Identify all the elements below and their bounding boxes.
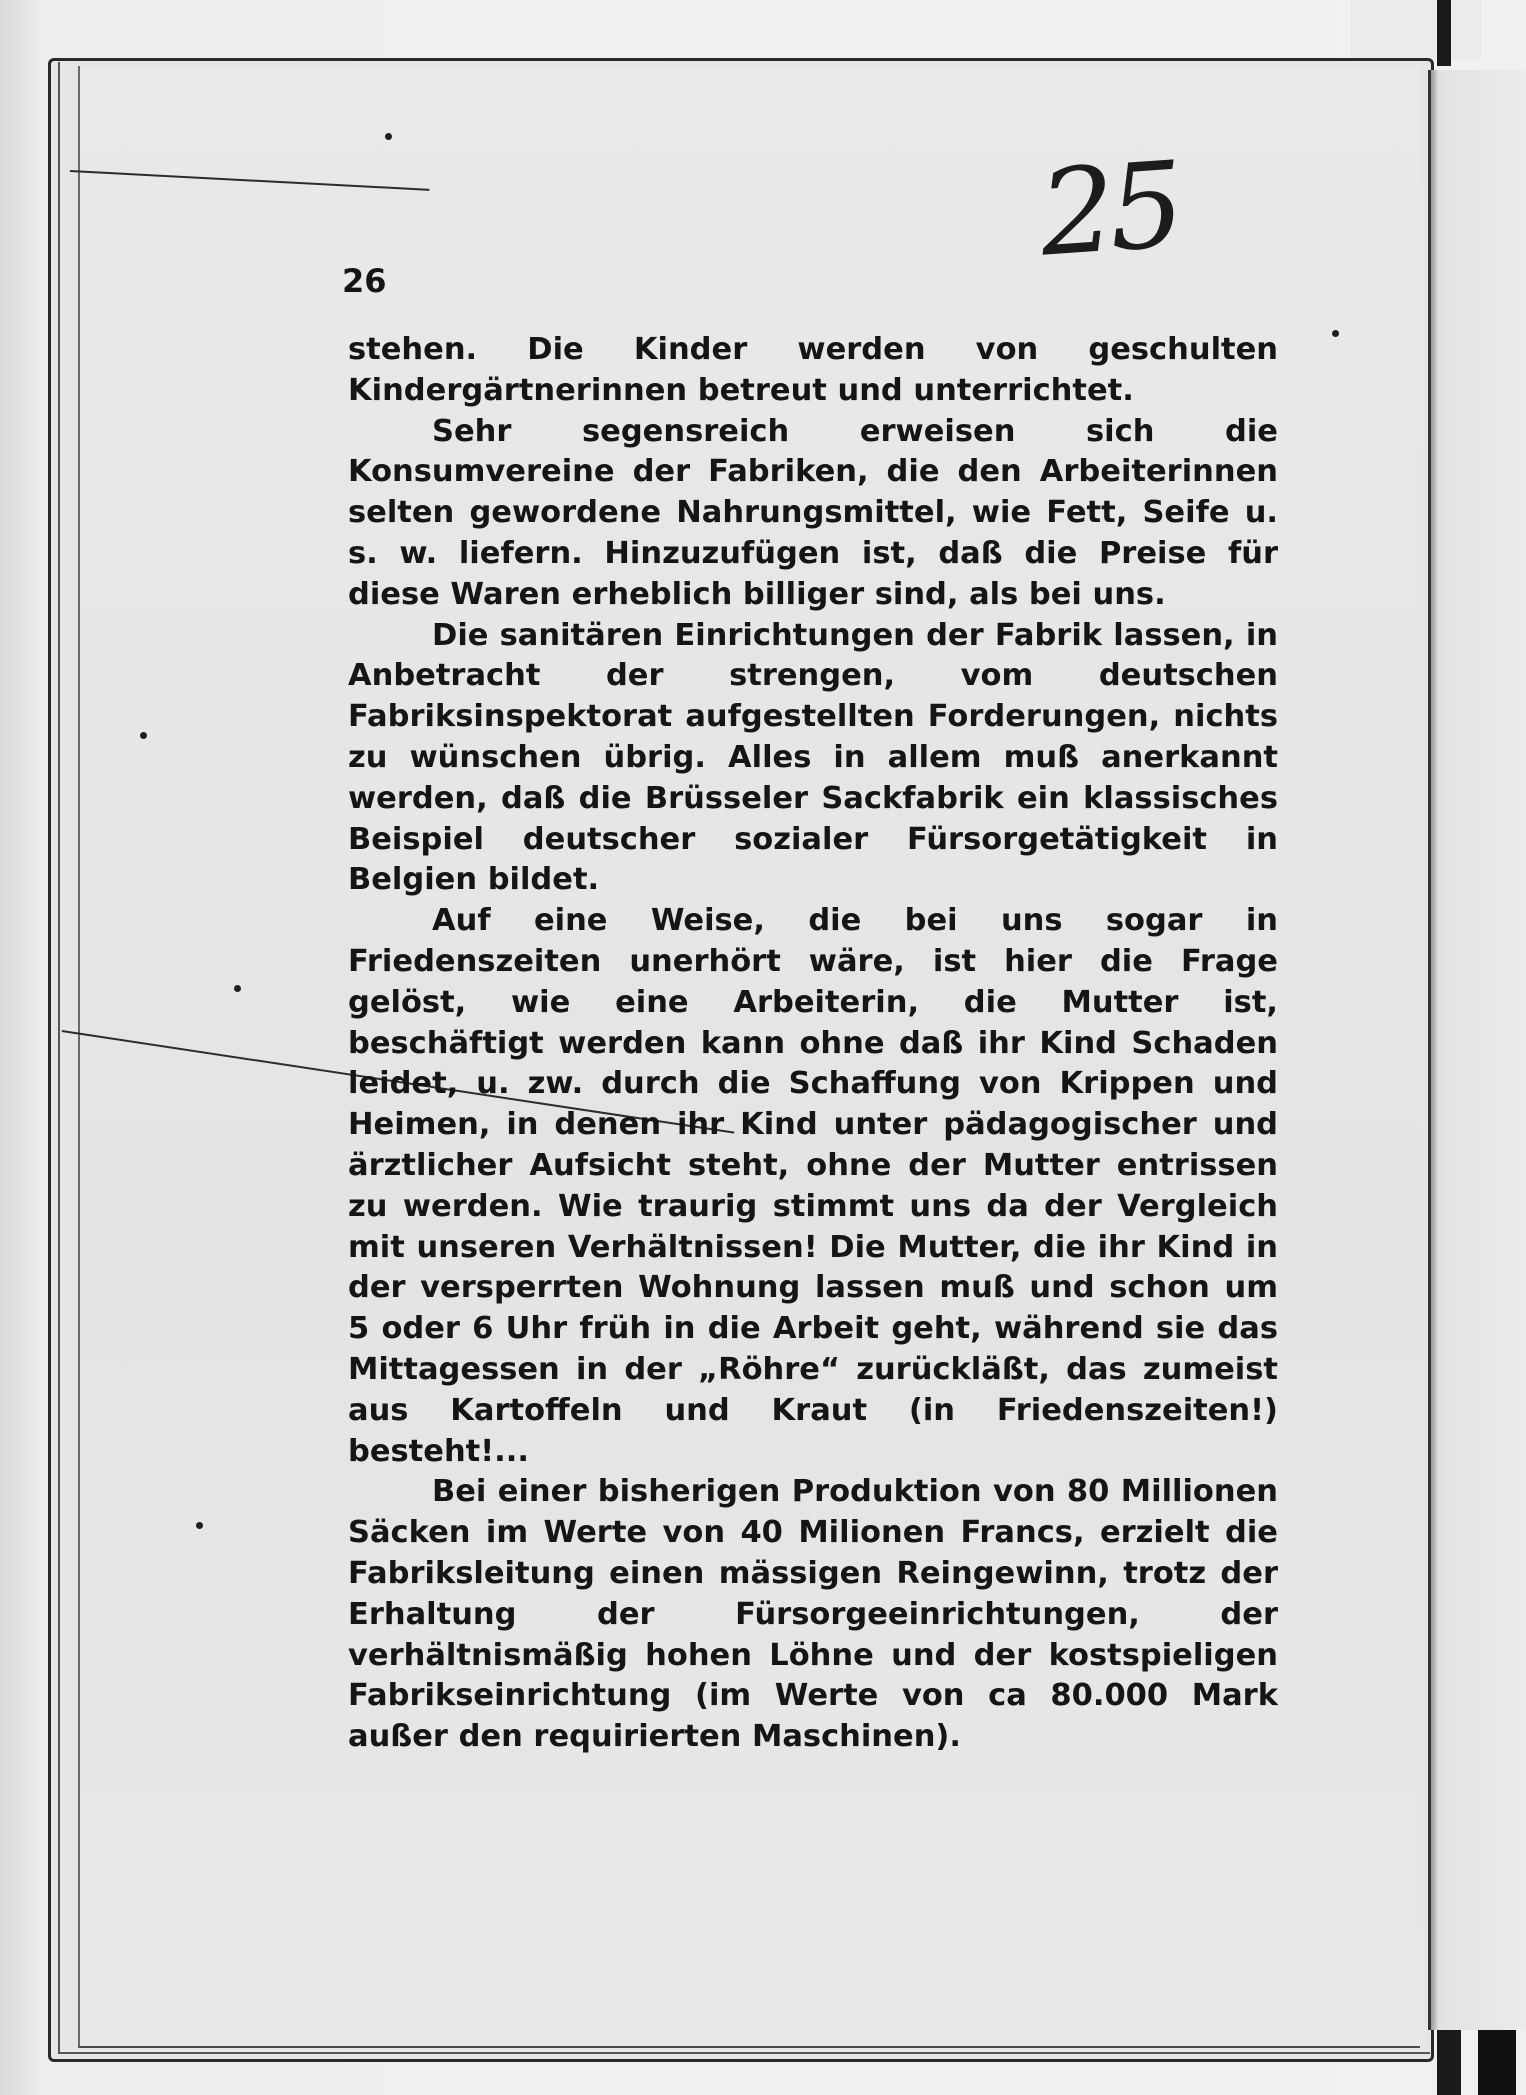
scan-speck bbox=[234, 985, 241, 992]
paragraph: Auf eine Weise, die bei uns sogar in Friedenszeiten unerhört wäre, ist hier die Frage gelöst, wie eine Arbeiterin, die Mutter ist, beschäftigt werden kann ohne daß ihr Kind Schaden leidet, u. zw. durch die Schaffung von Krippen und Heimen, in denen ihr Kind unter pädagogischer und ärztlicher Aufsicht steht, ohne der Mutter entrissen zu werden. Wie traurig stimmt uns da der Vergleich mit unseren Verhältnissen! Die Mutter, die ihr Kind in der versperrten Wohnung lassen muß und schon um 5 oder 6 Uhr früh in die Arbeit geht, während sie das Mittagessen in der „Röhre“ zurückläßt, das zumeist aus Kartoffeln und Kraut (in Friedenszeiten!) besteht!... bbox=[348, 903, 1278, 1469]
scan-speck bbox=[1332, 330, 1339, 337]
scan-speck bbox=[140, 732, 147, 739]
paragraph: stehen. Die Kinder werden von geschulten Kindergärtnerinnen betreut und unterrichtet. bbox=[348, 332, 1278, 408]
binding-mark-top bbox=[1437, 0, 1451, 66]
paragraph: Sehr segensreich erweisen sich die Konsumvereine der Fabriken, die den Arbeiterinnen selten gewordene Nahrungsmittel, wie Fett, Seife u. s. w. liefern. Hinzuzufügen ist, daß die Preise für diese Waren erheblich billiger sind, als bei uns. bbox=[348, 413, 1278, 612]
scan-speck bbox=[196, 1522, 203, 1529]
paragraph: Die sanitären Einrichtungen der Fabrik lassen, in Anbetracht der strengen, vom deutschen Fabriksinspektorat aufgestellten Forderungen, nichts zu wünschen übrig. Alles in allem muß anerkannt werden, daß die Brüsseler Sackfabrik ein klassisches Beispiel deutscher sozialer Fürsorgetätigkeit in Belgien bildet. bbox=[348, 617, 1278, 898]
page-number: 26 bbox=[342, 262, 387, 300]
binding-mark-bottom-left bbox=[1437, 2020, 1461, 2095]
paragraph: Bei einer bisherigen Produktion von 80 Millionen Säcken im Werte von 40 Milionen Francs, erzielt die Fabriksleitung einen mässigen Reingewinn, trotz der Erhaltung der Fürsorgeeinrichtungen, der verhältnismäßig hohen Löhne und der kostspieligen Fabrikseinrichtung (im Werte von ca 80.000 Mark außer den requirierten Maschinen). bbox=[348, 1474, 1278, 1755]
next-page-edge bbox=[1428, 70, 1526, 2030]
scan-speck bbox=[385, 133, 392, 140]
body-text bbox=[348, 330, 1278, 1758]
handwritten-archive-number: 25 bbox=[1035, 135, 1183, 283]
binding-mark-bottom-right bbox=[1478, 2025, 1516, 2095]
